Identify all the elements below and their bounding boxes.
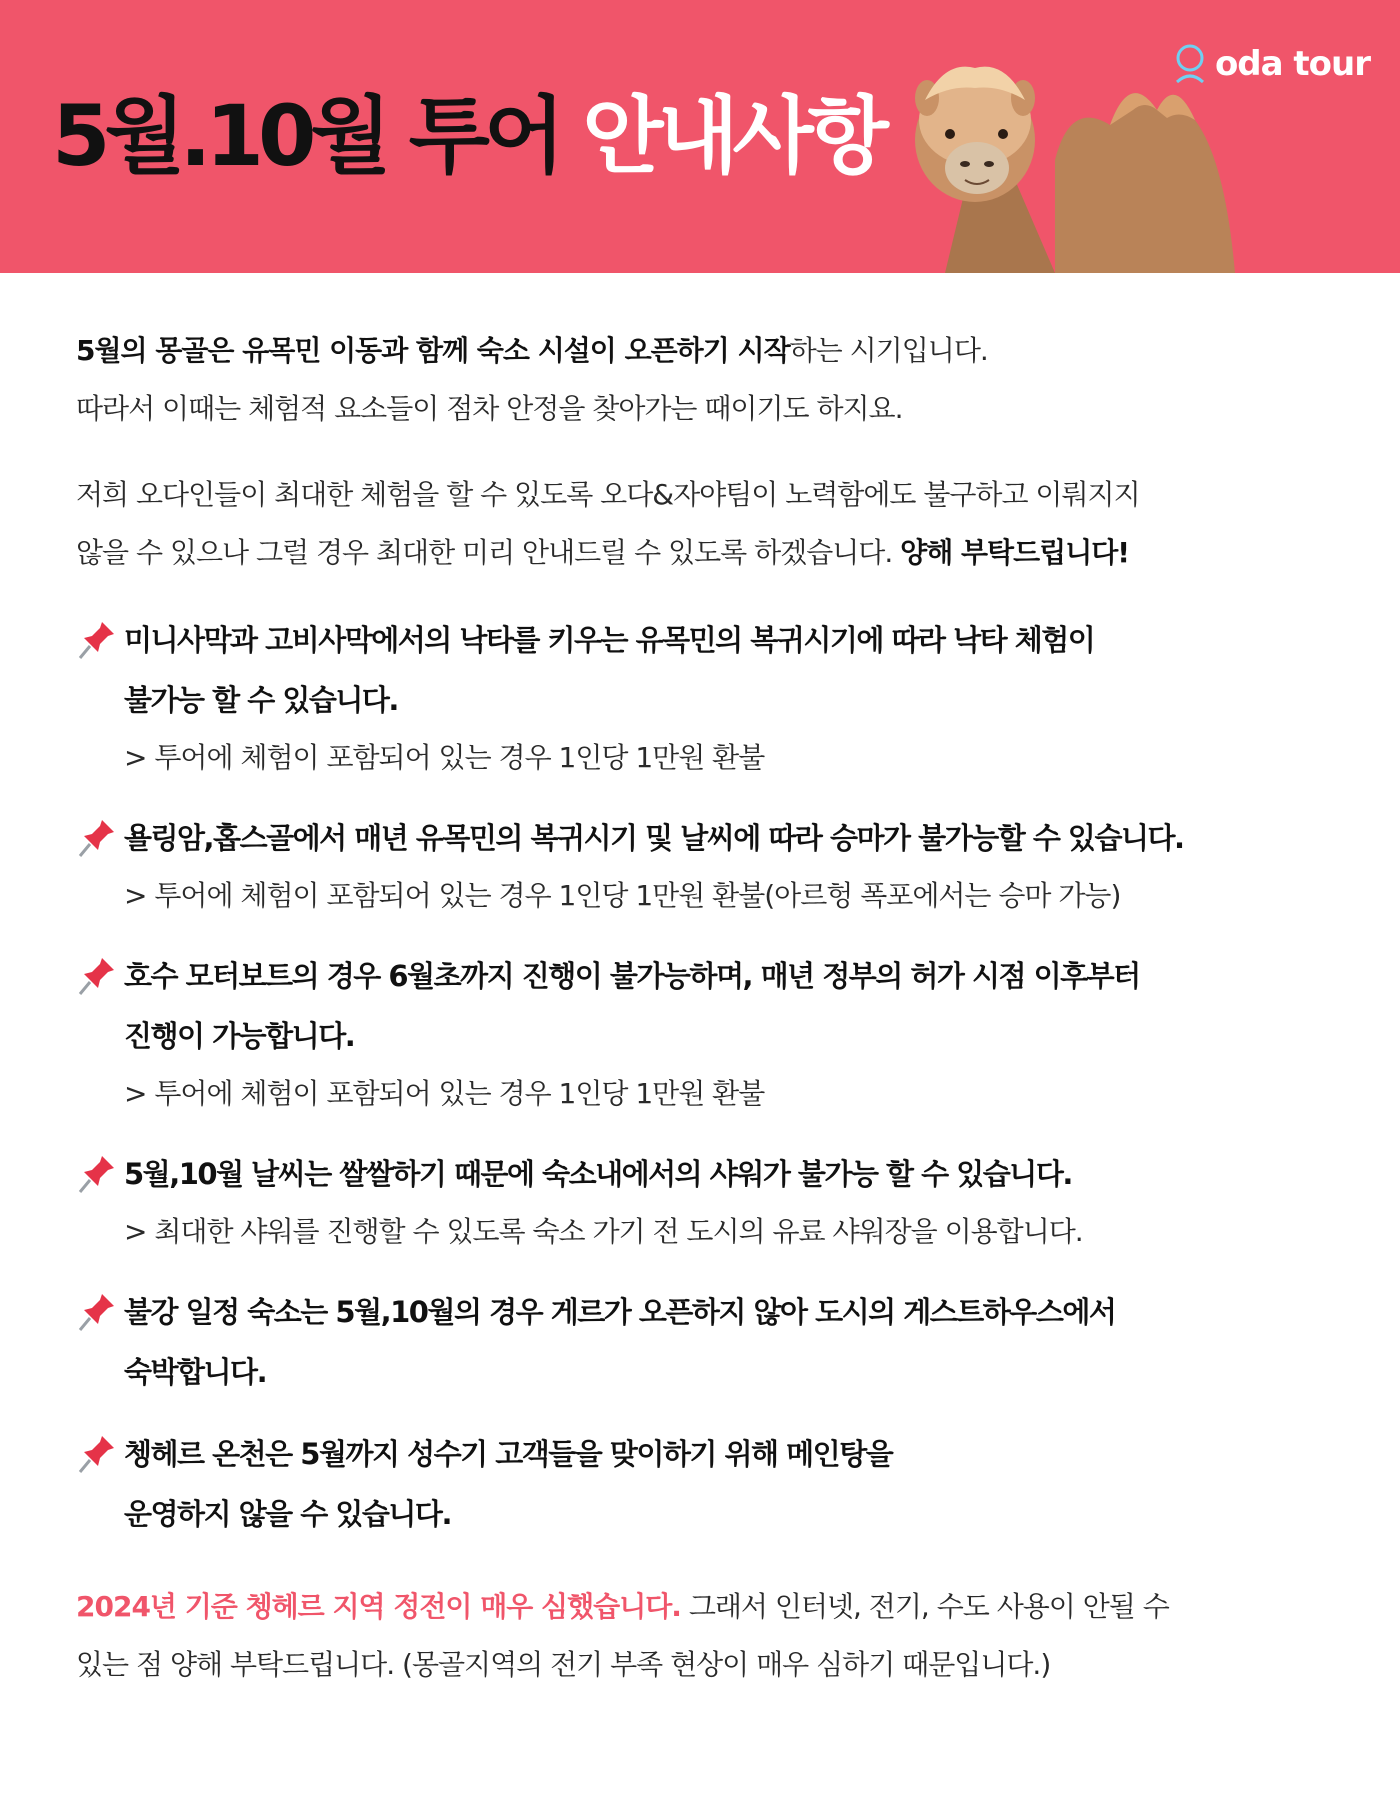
intro-highlight: 5월의 몽골은 유목민 이동과 함께 숙소 시설이 오픈하기 시작 — [76, 334, 790, 367]
notice-item — [76, 1424, 1366, 1544]
pushpin-icon — [76, 954, 118, 998]
notice-item — [76, 1144, 1366, 1260]
power-outage-warning: 2024년 기준 쳉헤르 지역 정전이 매우 심했습니다. — [76, 1590, 681, 1623]
intro-highlight: 양해 부탁드립니다! — [900, 536, 1130, 569]
location-pin-logo-icon — [1171, 42, 1209, 86]
notice-detail: > 투어에 체험이 포함되어 있는 경우 1인당 1만원 환불(아르헝 폭포에서는 승마 가능) — [124, 879, 1121, 912]
pushpin-icon — [76, 1290, 118, 1334]
title-light-part: 안내사항 — [582, 87, 883, 185]
oda-tour-logo[interactable] — [1171, 42, 1370, 86]
notice-item — [76, 1282, 1366, 1402]
intro-paragraph-1 — [76, 322, 1366, 438]
intro-paragraph-2 — [76, 466, 1366, 582]
notice-content — [76, 322, 1366, 1694]
intro-text: 않을 수 있으나 그럴 경우 최대한 미리 안내드릴 수 있도록 하겠습니다. — [76, 536, 901, 569]
title-dark-part: 5월.10월 투어 — [52, 87, 583, 185]
notice-heading: 5월,10월 날씨는 쌀쌀하기 때문에 숙소내에서의 샤워가 불가능 할 수 있습니다. — [124, 1157, 1072, 1191]
notice-item — [76, 610, 1366, 786]
pushpin-icon — [76, 618, 118, 662]
footer-text: 그래서 인터넷, 전기, 수도 사용이 안될 수 — [680, 1590, 1169, 1623]
footer-text: 있는 점 양해 부탁드립니다. (몽골지역의 전기 부족 현상이 매우 심하기 때문입니다.) — [76, 1648, 1051, 1681]
notice-item — [76, 808, 1366, 924]
pushpin-icon — [76, 816, 118, 860]
notice-heading: 욜링암,홉스골에서 매년 유목민의 복귀시기 및 날씨에 따라 승마가 불가능할 수 있습니다. — [124, 821, 1184, 855]
notice-detail: > 투어에 체험이 포함되어 있는 경우 1인당 1만원 환불 — [124, 1077, 765, 1110]
notice-heading: 불강 일정 숙소는 5월,10월의 경우 게르가 오픈하지 않아 도시의 게스트하우스에서 숙박합니다. — [124, 1295, 1116, 1389]
notice-heading: 쳉헤르 온천은 5월까지 성수기 고객들을 맞이하기 위해 메인탕을 운영하지 않을 수 있습니다. — [124, 1437, 893, 1531]
pushpin-icon — [76, 1152, 118, 1196]
notice-list — [76, 610, 1366, 1544]
footer-notice — [76, 1578, 1366, 1694]
page-title — [52, 86, 883, 187]
notice-detail: > 투어에 체험이 포함되어 있는 경우 1인당 1만원 환불 — [124, 741, 765, 774]
intro-text: 따라서 이때는 체험적 요소들이 점차 안정을 찾아가는 때이기도 하지요. — [76, 392, 903, 425]
notice-detail: > 최대한 샤워를 진행할 수 있도록 숙소 가기 전 도시의 유료 샤워장을 이용합니다. — [124, 1215, 1083, 1248]
intro-text: 저희 오다인들이 최대한 체험을 할 수 있도록 오다&자야팀이 노력함에도 불구하고 이뤄지지 — [76, 478, 1140, 511]
logo-text: oda tour — [1214, 44, 1370, 84]
notice-heading: 미니사막과 고비사막에서의 낙타를 키우는 유목민의 복귀시기에 따라 낙타 체험이 불가능 할 수 있습니다. — [124, 623, 1095, 717]
header-banner — [0, 0, 1400, 273]
notice-item — [76, 946, 1366, 1122]
intro-text: 하는 시기입니다. — [789, 334, 988, 367]
pushpin-icon — [76, 1432, 118, 1476]
notice-heading: 호수 모터보트의 경우 6월초까지 진행이 불가능하며, 매년 정부의 허가 시점 이후부터 진행이 가능합니다. — [124, 959, 1140, 1053]
